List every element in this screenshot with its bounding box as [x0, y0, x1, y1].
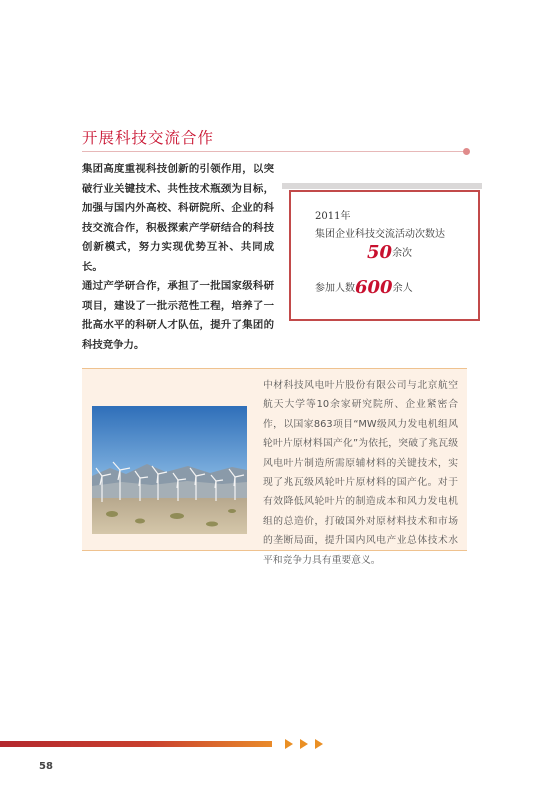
stat-year: 2011年 — [315, 211, 351, 222]
participants-unit: 余人 — [392, 283, 413, 294]
chevron-right-icon — [285, 739, 293, 749]
stat-activities-label: 集团企业科技交流活动次数达 — [315, 229, 445, 240]
section-title: 开展科技交流合作 — [82, 129, 215, 147]
stat-box-shadow — [282, 183, 482, 189]
cooperation-paragraph: 通过产学研合作，承担了一批国家级科研项目，建设了一批示范性工程，培养了一批高水平的科研人才队伍，提升了集团的科技竞争力。 — [82, 280, 274, 351]
divider-dot-icon — [463, 148, 470, 155]
footer-bar — [0, 741, 272, 747]
chevron-right-icon — [300, 739, 308, 749]
stat-box — [289, 190, 480, 321]
wind-farm-photo — [92, 406, 247, 534]
stat-activities-value — [367, 242, 412, 263]
chevron-right-icon — [315, 739, 323, 749]
intro-paragraph: 集团高度重视科技创新的引领作用，以突破行业关键技术、共性技术瓶颈为目标，加强与国内外高校、科研院所、企业的科技交流合作，积极探索产学研结合的科技创新模式，努力实现优势互补、共同成长。 — [82, 163, 274, 273]
activities-number: 50 — [367, 242, 393, 263]
stat-participants — [315, 277, 413, 298]
title-divider — [82, 151, 467, 152]
case-study-text: 中材科技风电叶片股份有限公司与北京航空航天大学等10余家研究院所、企业紧密合作，以国家863项目“MW级风力发电机组风轮叶片原材料国产化”为依托，突破了兆瓦级风电叶片制造所需原辅材料的关键技术，实现了兆瓦级风轮叶片原材料的国产化。对于有效降低风轮叶片的制造成本和风力发电机组的总造价，打破国外对原材料技术和市场的垄断局面，提升国内风电产业总体技术水平和竞争力具有重要意义。 — [263, 380, 458, 566]
participants-number: 600 — [355, 277, 393, 298]
page-number: 58 — [39, 761, 53, 772]
wind-farm-illustration — [92, 406, 247, 534]
participants-prefix: 参加人数 — [315, 283, 355, 294]
activities-unit: 余次 — [392, 248, 413, 259]
